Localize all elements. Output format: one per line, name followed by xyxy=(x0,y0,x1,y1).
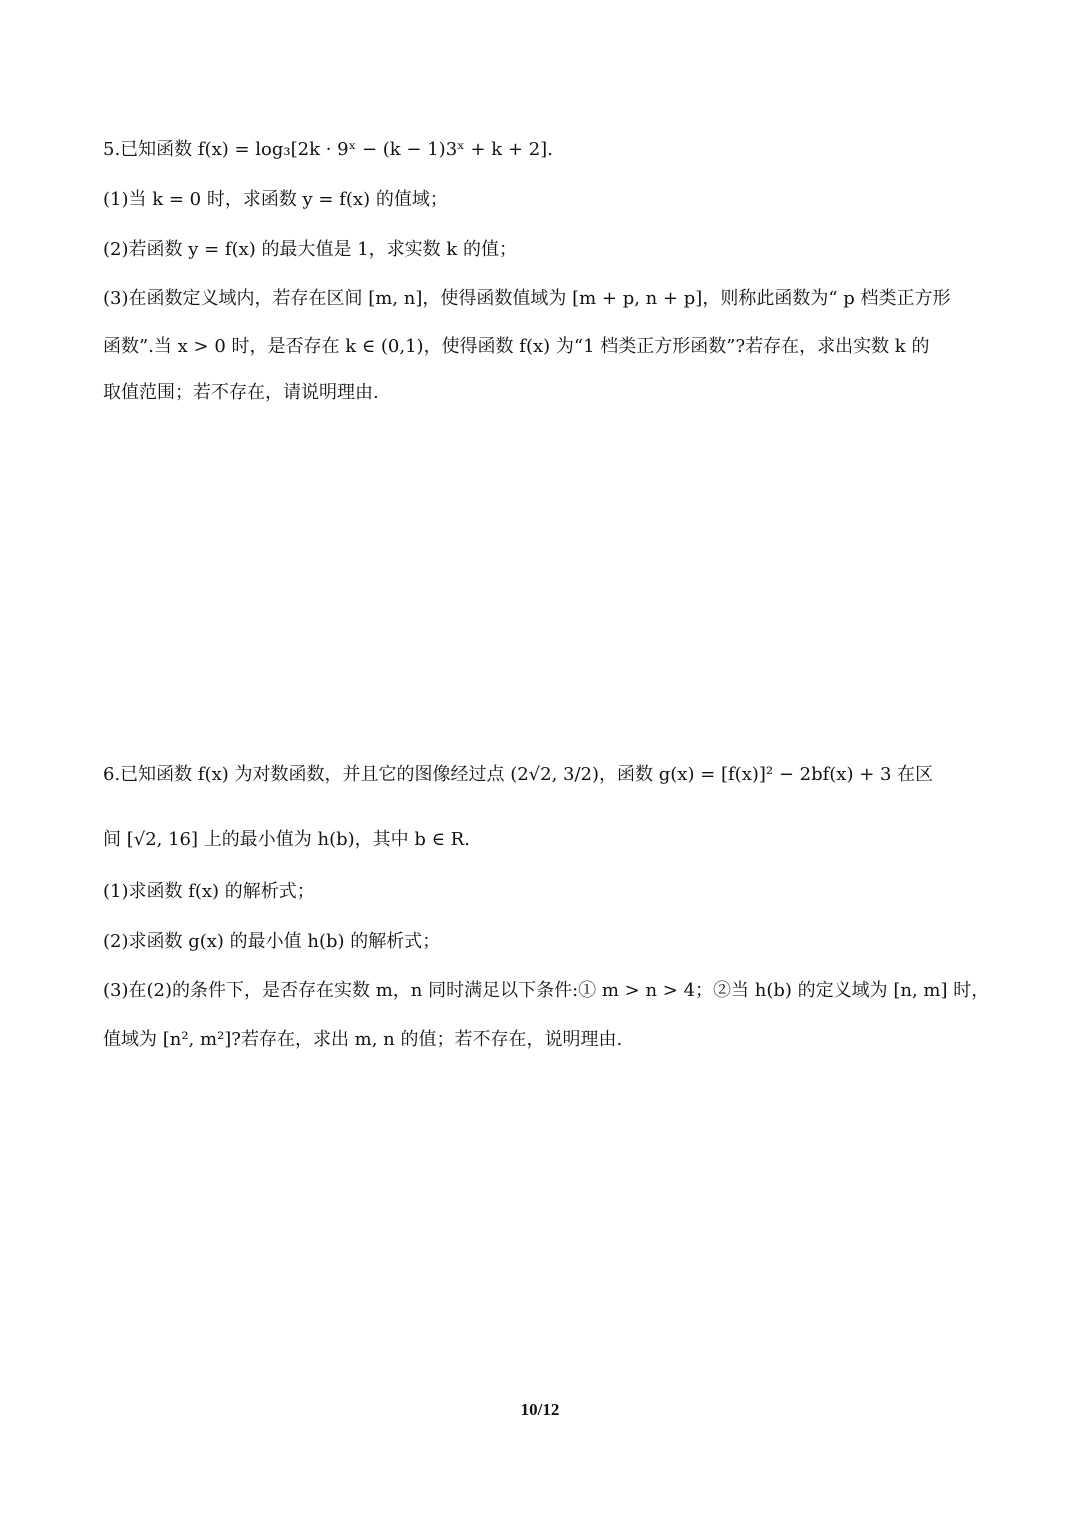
problem-6-part-3-line-2: 值域为 [n², m²]?若存在，求出 m, n 的值；若不存在，说明理由. xyxy=(103,1029,623,1050)
problem-5-part-3-line-3: 取值范围；若不存在，请说明理由. xyxy=(103,382,379,403)
problem-5-part-3-line-1: (3)在函数定义域内，若存在区间 [m, n]，使得函数值域为 [m + p, n + p]，则称此函数为“ p 档类正方形 xyxy=(103,288,951,309)
problem-5-part-3-line-2: 函数”.当 x > 0 时，是否存在 k ∈ (0,1)，使得函数 f(x) 为“1 档类正方形函数”?若存在，求出实数 k 的 xyxy=(103,336,930,357)
problem-5-stem: 5.已知函数 f(x) = log₃[2k · 9ˣ − (k − 1)3ˣ + k + 2]. xyxy=(103,139,553,160)
problem-6-part-3-line-1: (3)在(2)的条件下，是否存在实数 m，n 同时满足以下条件:① m > n > 4；②当 h(b) 的定义域为 [n, m] 时， xyxy=(103,980,990,1001)
problem-6-stem-line-2: 间 [√2, 16] 上的最小值为 h(b)，其中 b ∈ R. xyxy=(103,829,470,850)
problem-6-stem-line-1: 6.已知函数 f(x) 为对数函数，并且它的图像经过点 (2√2, 3/2)，函数 g(x) = [f(x)]² − 2bf(x) + 3 在区 xyxy=(103,764,934,785)
problem-5-part-2: (2)若函数 y = f(x) 的最大值是 1，求实数 k 的值； xyxy=(103,239,518,260)
page-number: 10/12 xyxy=(520,1400,560,1419)
problem-6-part-2: (2)求函数 g(x) 的最小值 h(b) 的解析式； xyxy=(103,931,441,952)
problem-5-part-1: (1)当 k = 0 时，求函数 y = f(x) 的值域； xyxy=(103,189,448,210)
problem-6-part-1: (1)求函数 f(x) 的解析式； xyxy=(103,881,315,902)
